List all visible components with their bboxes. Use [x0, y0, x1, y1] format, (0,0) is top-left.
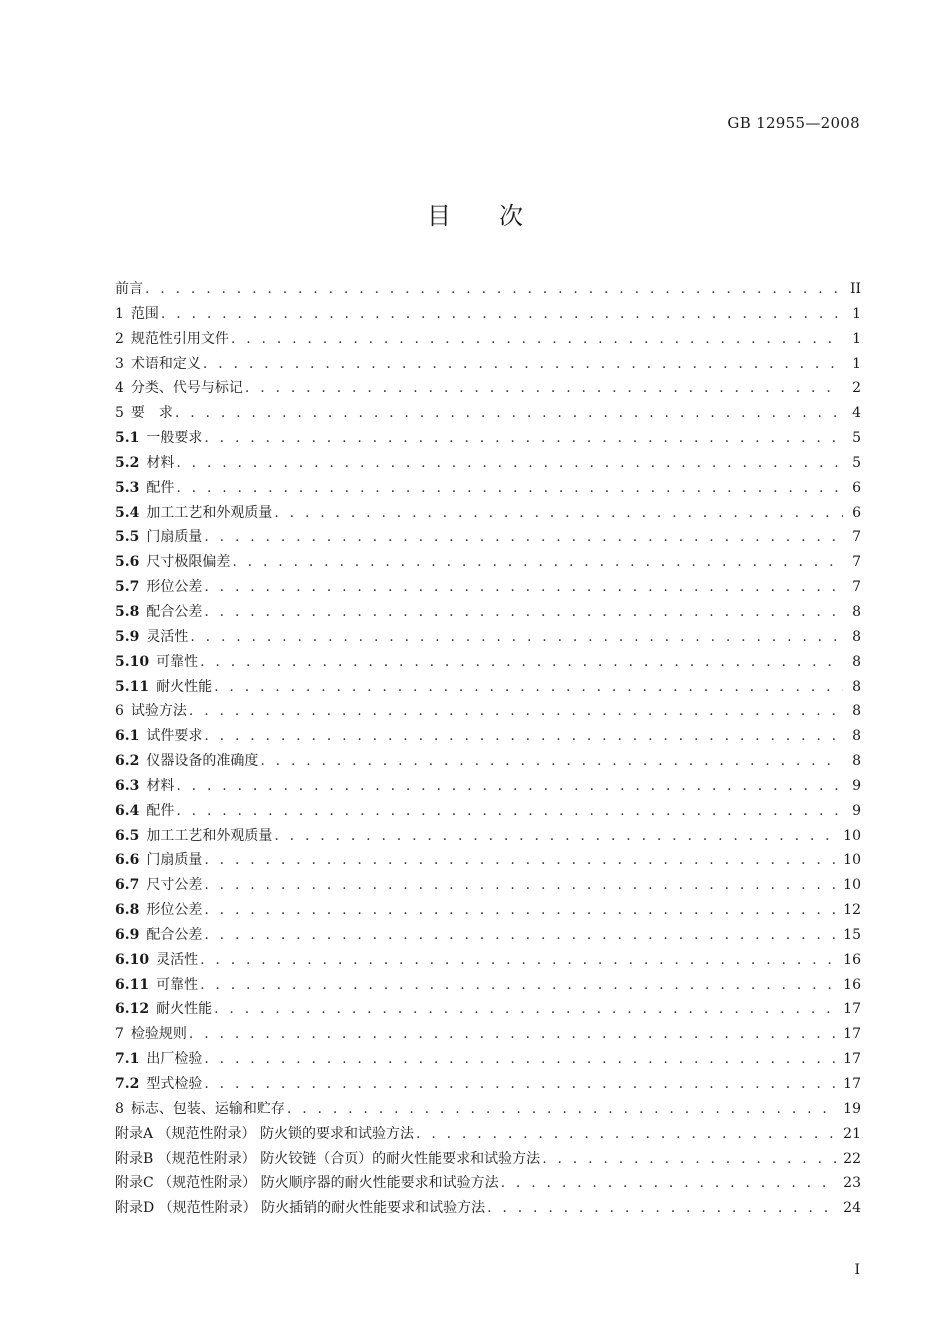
toc-entry-title: 附录C （规范性附录） 防火顺序器的耐火性能要求和试验方法: [115, 1175, 499, 1192]
toc-dot-leader: [200, 973, 837, 998]
toc-dot-leader: [204, 426, 843, 451]
toc-dot-leader: [487, 1196, 837, 1221]
toc-dot-leader: [231, 327, 843, 352]
toc-entry-number: 5.6: [115, 554, 140, 571]
table-of-contents: [115, 277, 861, 1221]
toc-entry[interactable]: [115, 997, 861, 1022]
toc-entry[interactable]: [115, 401, 861, 426]
toc-entry[interactable]: [115, 426, 861, 451]
toc-entry[interactable]: [115, 600, 861, 625]
toc-dot-leader: [200, 650, 843, 675]
toc-dot-leader: [245, 376, 843, 401]
toc-entry-page: 7: [852, 529, 861, 546]
toc-entry-page: 4: [852, 405, 861, 422]
toc-entry-page: 22: [843, 1150, 861, 1167]
toc-entry-number: 6.11: [115, 976, 150, 993]
toc-dot-leader: [204, 898, 837, 923]
toc-dot-leader: [190, 625, 843, 650]
toc-entry-number: 6.7: [115, 877, 140, 894]
toc-dot-leader: [260, 749, 843, 774]
toc-entry[interactable]: [115, 724, 861, 749]
toc-entry-number: 3: [115, 355, 124, 372]
toc-entry[interactable]: [115, 1072, 861, 1097]
toc-entry-number: 5.11: [115, 678, 150, 695]
toc-entry[interactable]: [115, 550, 861, 575]
toc-entry-title: 范围: [130, 305, 159, 322]
toc-entry-title: 形位公差: [146, 902, 203, 919]
toc-entry[interactable]: [115, 650, 861, 675]
toc-entry[interactable]: [115, 824, 861, 849]
toc-entry-title: 门扇质量: [146, 529, 203, 546]
toc-entry-title: 术语和定义: [130, 355, 201, 372]
toc-dot-leader: [204, 724, 843, 749]
toc-entry-title: 检验规则: [130, 1026, 187, 1043]
toc-entry-number: 6.5: [115, 827, 140, 844]
toc-entry-page: 5: [852, 430, 861, 447]
toc-dot-leader: [214, 675, 843, 700]
toc-entry-number: 6: [115, 703, 124, 720]
toc-entry[interactable]: [115, 525, 861, 550]
toc-entry-number: 6.8: [115, 902, 140, 919]
toc-entry-title: 材料: [146, 454, 175, 471]
toc-entry-number: 6.9: [115, 926, 140, 943]
toc-entry-page: 2: [852, 380, 861, 397]
toc-entry-number: 5.10: [115, 653, 150, 670]
toc-entry-page: 9: [852, 802, 861, 819]
toc-dot-leader: [161, 302, 843, 327]
toc-entry-title: 附录D （规范性附录） 防火插销的耐火性能要求和试验方法: [115, 1200, 486, 1217]
toc-entry-page: 15: [843, 926, 861, 943]
toc-entry-number: 4: [115, 380, 124, 397]
toc-dot-leader: [232, 550, 843, 575]
toc-entry-number: 5.3: [115, 479, 140, 496]
toc-dot-leader: [189, 699, 843, 724]
toc-entry-title: 要 求: [130, 405, 173, 422]
toc-dot-leader: [204, 600, 843, 625]
toc-entry-page: 10: [843, 827, 861, 844]
toc-entry-number: 6.4: [115, 802, 140, 819]
toc-entry-number: 5.7: [115, 579, 140, 596]
page-title: 目次: [427, 202, 571, 230]
toc-entry-title: 耐火性能: [156, 1001, 213, 1018]
toc-entry[interactable]: [115, 451, 861, 476]
toc-entry-page: 1: [852, 330, 861, 347]
toc-entry-number: 6.6: [115, 852, 140, 869]
toc-entry-page: 8: [852, 753, 861, 770]
toc-entry-page: 1: [852, 355, 861, 372]
toc-entry-page: 8: [852, 628, 861, 645]
toc-dot-leader: [274, 501, 843, 526]
toc-dot-leader: [501, 1171, 838, 1196]
toc-entry[interactable]: [115, 277, 861, 302]
toc-entry[interactable]: [115, 675, 861, 700]
toc-entry-page: 16: [843, 976, 861, 993]
toc-entry-number: 2: [115, 330, 124, 347]
toc-entry-title: 尺寸极限偏差: [146, 554, 231, 571]
toc-entry-title: 配件: [146, 479, 175, 496]
toc-entry-page: 17: [843, 1051, 861, 1068]
toc-entry-page: 24: [843, 1200, 861, 1217]
toc-entry[interactable]: [115, 1047, 861, 1072]
toc-dot-leader: [204, 923, 837, 948]
toc-entry[interactable]: [115, 352, 861, 377]
toc-entry-title: 形位公差: [146, 579, 203, 596]
toc-entry-page: 7: [852, 579, 861, 596]
toc-entry[interactable]: [115, 625, 861, 650]
toc-entry-page: 1: [852, 305, 861, 322]
toc-entry-title: 配合公差: [146, 603, 203, 620]
toc-dot-leader: [274, 824, 837, 849]
toc-entry-title: 型式检验: [146, 1076, 203, 1092]
toc-entry-title: 规范性引用文件: [130, 330, 229, 347]
toc-entry[interactable]: [115, 1147, 861, 1172]
toc-entry-number: 7: [115, 1026, 124, 1043]
toc-entry-title: 材料: [146, 777, 175, 794]
page-number: I: [854, 1262, 860, 1278]
toc-entry-page: 8: [852, 703, 861, 720]
toc-entry-title: 配合公差: [146, 926, 203, 943]
toc-entry-number: 6.10: [115, 951, 150, 968]
toc-entry-page: 10: [843, 852, 861, 869]
toc-entry[interactable]: [115, 799, 861, 824]
toc-entry-number: 6.1: [115, 728, 140, 745]
toc-entry-page: 8: [852, 603, 861, 620]
toc-entry-page: 12: [843, 902, 861, 919]
toc-entry-page: 5: [852, 454, 861, 471]
toc-entry-page: 21: [843, 1125, 861, 1142]
toc-entry-title: 仪器设备的准确度: [146, 753, 259, 770]
toc-dot-leader: [204, 1047, 837, 1072]
toc-entry[interactable]: [115, 476, 861, 501]
toc-dot-leader: [176, 451, 843, 476]
toc-entry-number: 5.2: [115, 454, 140, 471]
toc-dot-leader: [176, 799, 843, 824]
toc-dot-leader: [204, 848, 837, 873]
toc-entry-page: 17: [843, 1026, 861, 1043]
toc-entry-number: 6.12: [115, 1001, 150, 1018]
toc-entry-number: 5.4: [115, 504, 140, 521]
toc-entry-title: 加工工艺和外观质量: [146, 504, 273, 521]
toc-entry-title: 可靠性: [156, 653, 199, 670]
toc-entry[interactable]: [115, 327, 861, 352]
toc-entry-page: 19: [843, 1100, 861, 1117]
toc-entry[interactable]: [115, 1196, 861, 1221]
toc-dot-leader: [204, 525, 843, 550]
toc-entry[interactable]: [115, 1171, 861, 1196]
toc-dot-leader: [203, 352, 843, 377]
toc-entry-title: 试件要求: [146, 728, 203, 745]
toc-entry-page: II: [849, 281, 861, 297]
toc-entry[interactable]: [115, 1022, 861, 1047]
toc-entry[interactable]: [115, 873, 861, 898]
toc-entry[interactable]: [115, 575, 861, 600]
toc-dot-leader: [416, 1122, 837, 1147]
toc-entry-title: 耐火性能: [156, 678, 213, 695]
toc-entry-page: 6: [852, 479, 861, 496]
toc-dot-leader: [542, 1147, 837, 1172]
toc-entry-number: 6.3: [115, 777, 140, 794]
toc-entry-page: 8: [852, 728, 861, 745]
toc-dot-leader: [204, 575, 843, 600]
toc-entry-title: 配件: [146, 802, 175, 819]
toc-entry[interactable]: [115, 376, 861, 401]
toc-dot-leader: [145, 277, 843, 302]
toc-entry-page: 6: [852, 504, 861, 521]
toc-dot-leader: [204, 873, 837, 898]
toc-entry-number: 5.1: [115, 430, 140, 447]
toc-entry-page: 8: [852, 653, 861, 670]
toc-entry-number: 5.5: [115, 529, 140, 546]
toc-entry[interactable]: [115, 923, 861, 948]
toc-dot-leader: [176, 476, 843, 501]
toc-entry-number: 1: [115, 305, 124, 322]
toc-entry-page: 17: [843, 1001, 861, 1018]
toc-entry-page: 23: [843, 1175, 861, 1192]
toc-entry-title: 出厂检验: [146, 1051, 203, 1068]
toc-dot-leader: [214, 997, 837, 1022]
toc-entry[interactable]: [115, 501, 861, 526]
toc-entry-title: 尺寸公差: [146, 877, 203, 894]
toc-entry-number: 5: [115, 405, 124, 422]
toc-entry-title: 前言: [115, 281, 143, 297]
toc-entry-page: 7: [852, 554, 861, 571]
standard-code: GB 12955—2008: [727, 114, 860, 132]
toc-entry-title: 加工工艺和外观质量: [146, 827, 273, 844]
toc-dot-leader: [176, 774, 843, 799]
toc-entry[interactable]: [115, 774, 861, 799]
toc-entry-title: 灵活性: [156, 951, 199, 968]
toc-entry[interactable]: [115, 1097, 861, 1122]
toc-entry[interactable]: [115, 1122, 861, 1147]
toc-entry-number: 8: [115, 1100, 124, 1117]
toc-entry-title: 分类、代号与标记: [130, 380, 243, 397]
toc-entry-number: 6.2: [115, 753, 140, 770]
toc-entry[interactable]: [115, 749, 861, 774]
toc-entry-page: 16: [843, 951, 861, 968]
toc-entry[interactable]: [115, 848, 861, 873]
toc-entry-title: 灵活性: [146, 628, 189, 645]
toc-entry-page: 9: [852, 777, 861, 794]
toc-entry-page: 17: [843, 1076, 861, 1092]
toc-entry-title: 可靠性: [156, 976, 199, 993]
toc-entry-number: 7.1: [115, 1051, 140, 1068]
toc-entry-title: 试验方法: [130, 703, 187, 720]
toc-entry[interactable]: [115, 699, 861, 724]
toc-entry-title: 门扇质量: [146, 852, 203, 869]
toc-entry-title: 标志、包装、运输和贮存: [130, 1100, 285, 1117]
toc-dot-leader: [204, 1072, 837, 1097]
toc-entry-title: 附录B （规范性附录） 防火铰链（合页）的耐火性能要求和试验方法: [115, 1150, 541, 1167]
toc-entry-page: 8: [852, 678, 861, 695]
toc-dot-leader: [287, 1097, 837, 1122]
toc-entry-number: 5.9: [115, 628, 140, 645]
toc-entry[interactable]: [115, 302, 861, 327]
toc-dot-leader: [200, 948, 837, 973]
toc-dot-leader: [189, 1022, 837, 1047]
toc-entry[interactable]: [115, 973, 861, 998]
toc-entry-title: 一般要求: [146, 430, 203, 447]
toc-entry-page: 10: [843, 877, 861, 894]
toc-entry[interactable]: [115, 948, 861, 973]
toc-entry[interactable]: [115, 898, 861, 923]
toc-entry-number: 5.8: [115, 603, 140, 620]
toc-entry-number: 7.2: [115, 1076, 140, 1092]
toc-entry-title: 附录A （规范性附录） 防火锁的要求和试验方法: [115, 1125, 415, 1142]
toc-dot-leader: [175, 401, 843, 426]
